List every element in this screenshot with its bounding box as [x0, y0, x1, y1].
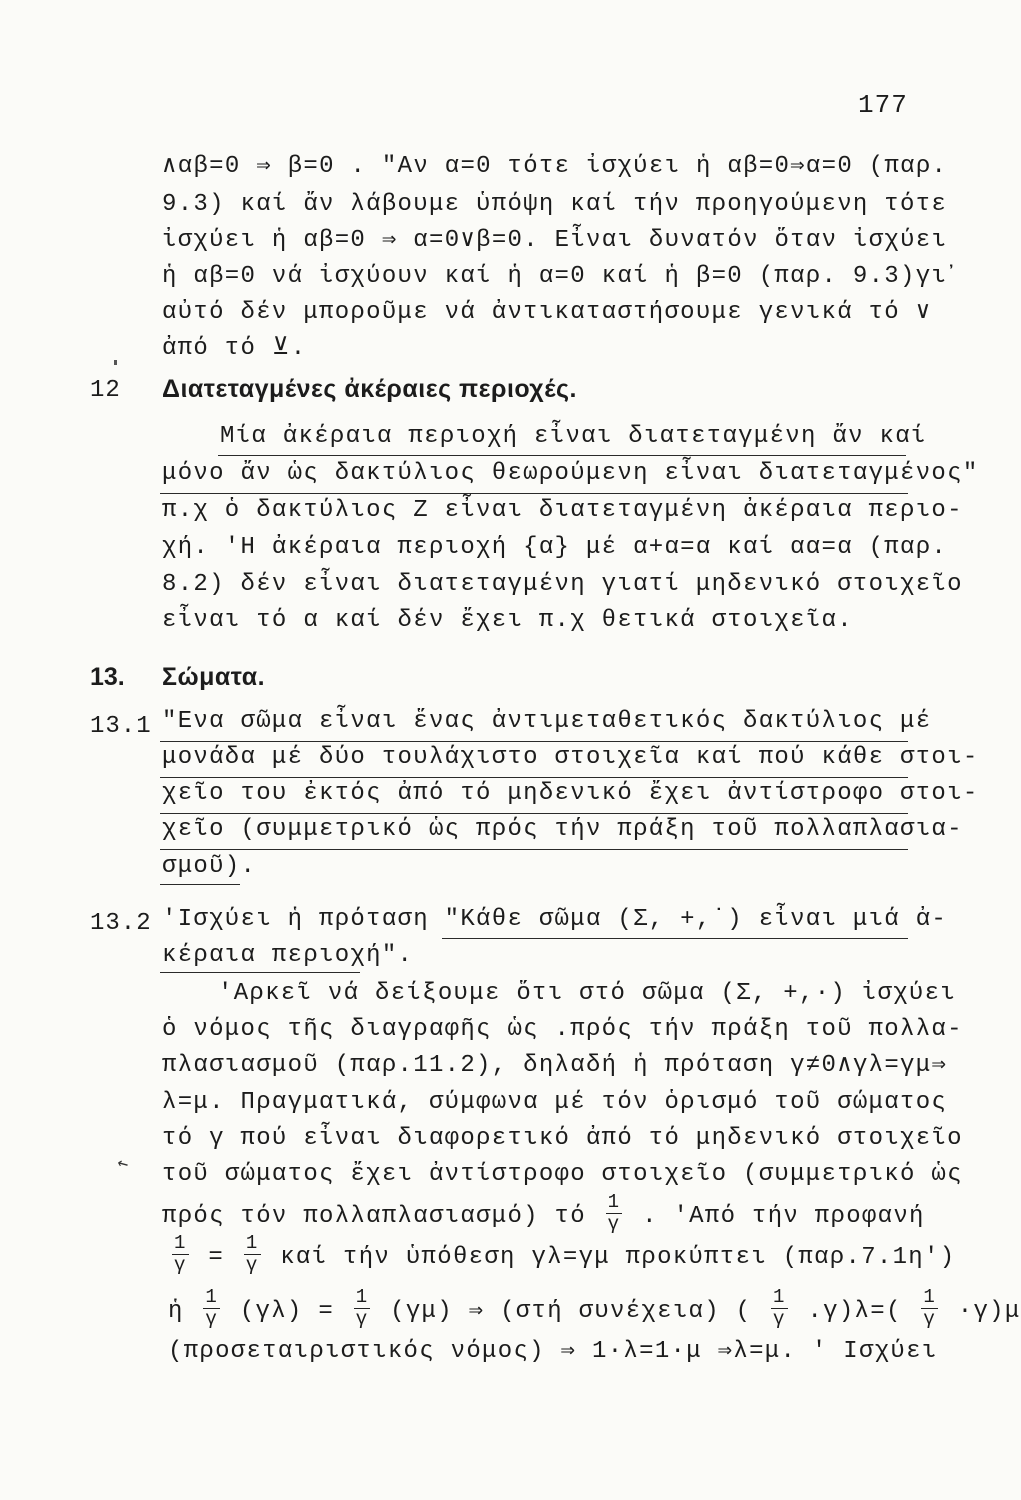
underline [160, 493, 908, 494]
fraction [771, 1288, 788, 1329]
text-line-8: Μία ἀκέραια περιοχή εἶναι διατεταγμένη ἄν καί [220, 423, 927, 450]
subsection-13-1-number: 13.1 [90, 713, 152, 740]
text-segment: ·γ)μ [957, 1297, 1021, 1325]
fraction-numerator: 1 [245, 1232, 259, 1254]
text-line-30 [168, 1286, 1021, 1331]
text-segment: .γ)λ=( [807, 1297, 902, 1325]
section-13-number: 13. [90, 663, 125, 691]
text-segment: καί τήν ὑπόθεση γλ=γμ προκύπτει (παρ.7.1η') [280, 1243, 956, 1271]
text-line-23: ὁ νόμος τῆς διαγραφῆς ὡς .πρός τήν πράξη τοῦ πολλα- [162, 1016, 963, 1043]
fraction [921, 1288, 938, 1329]
underline [160, 741, 908, 742]
text-line-18: χεῖο (συμμετρικό ὡς πρός τήν πράξη τοῦ πολλαπλασια- [162, 816, 963, 843]
text-line-24: πλασιασμοῦ (παρ.11.2), δηλαδή ἡ πρόταση γ≠0∧γλ=γμ⇒ [162, 1052, 948, 1079]
text-line-9: μόνο ἄν ὡς δακτύλιος θεωρούμενη εἶναι διατεταγμένος" [162, 460, 979, 487]
text-line-22: 'Αρκεῖ νά δείξουμε ὅτι στό σῶμα (Σ, +,·) ἰσχύει [218, 980, 957, 1007]
text-line-1: ∧αβ=0 ⇒ β=0 . "Αν α=0 τότε ἰσχύει ἡ αβ=0⇒α=0 (παρ. [162, 153, 948, 180]
section-12-number: 12 [90, 377, 121, 404]
fraction-denominator: γ [923, 1308, 937, 1330]
underline [442, 938, 908, 939]
underline [218, 455, 906, 456]
fraction-numerator: 1 [355, 1286, 369, 1308]
fraction [172, 1234, 189, 1275]
section-13-heading: Σώματα. [162, 663, 266, 691]
fraction-denominator: γ [205, 1308, 219, 1330]
text-line-26: τό γ πού εἶναι διαφορετικό ἀπό τό μηδενικό στοιχεῖο [162, 1125, 963, 1152]
text-line-15: "Ενα σῶμα εἶναι ἕνας ἀντιμεταθετικός δακτύλιος μέ [162, 708, 932, 735]
underline [160, 813, 908, 814]
text-line-19: σμοῦ). [162, 853, 257, 880]
text-line-3: ἰσχύει ἡ αβ=0 ⇒ α=0∨β=0. Εἶναι δυνατόν ὅταν ἰσχύει [162, 227, 948, 254]
fraction [203, 1288, 220, 1329]
text-segment: . 'Από τήν προφανή [642, 1202, 925, 1230]
fraction-denominator: γ [607, 1213, 621, 1235]
fraction-numerator: 1 [923, 1286, 937, 1308]
text-line-5: αὐτό δέν μποροῦμε νά ἀντικαταστήσουμε γενικά τό ∨ [162, 299, 932, 326]
fraction-numerator: 1 [773, 1286, 786, 1308]
fraction-denominator: γ [245, 1254, 259, 1276]
fraction-numerator: 1 [174, 1232, 187, 1254]
ink-mark [114, 360, 117, 365]
underline [160, 849, 908, 850]
text-line-4: ἡ αβ=0 νά ἰσχύουν καί ἡ α=0 καί ἡ β=0 (παρ. 9.3)γι᾿ [162, 263, 963, 290]
text-line-6: ἀπό τό ⊻. [162, 335, 307, 362]
text-segment: (γλ) = [239, 1297, 335, 1325]
text-segment: πρός τόν πολλαπλασιασμό) τό [162, 1202, 586, 1230]
underline [160, 972, 360, 973]
section-12-heading: Διατεταγμένες ἀκέραιες περιοχές. [162, 375, 577, 403]
text-line-10: π.χ ὁ δακτύλιος Ζ εἶναι διατεταγμένη ἀκέραια περιο- [162, 497, 963, 524]
fraction [354, 1288, 371, 1329]
text-line-17: χεῖο του ἐκτός ἀπό τό μηδενικό ἔχει ἀντίστροφο στοι- [162, 780, 979, 807]
fraction-numerator: 1 [607, 1191, 621, 1213]
pencil-mark: ↖ [113, 1152, 133, 1176]
text-segment: = [208, 1243, 225, 1271]
text-line-16: μονάδα μέ δύο τουλάχιστο στοιχεῖα καί πού κάθε στοι- [162, 744, 979, 771]
text-line-25: λ=μ. Πραγματικά, σύμφωνα μέ τόν ὁρισμό τοῦ σώματος [162, 1089, 948, 1116]
underline [160, 884, 240, 885]
text-line-11: χή. 'Η ἀκέραια περιοχή {α} μέ α+α=α καί αα=α (παρ. [162, 534, 948, 561]
text-segment: (γμ) ⇒ (στή συνέχεια) ( [390, 1297, 752, 1325]
text-line-12: 8.2) δέν εἶναι διατεταγμένη γιατί μηδενικό στοιχεῖο [162, 571, 963, 598]
text-line-31: (προσεταιριστικός νόμος) ⇒ 1·λ=1·μ ⇒λ=μ. ' Ισχύει [168, 1338, 938, 1365]
text-line-21: κέραια περιοχή". [162, 942, 414, 969]
text-line-20: 'Ισχύει ἡ πρόταση "Κάθε σῶμα (Σ, +,˙) εἶναι μιά ἀ- [162, 906, 948, 933]
text-segment: ἡ [168, 1297, 184, 1325]
fraction [606, 1193, 623, 1234]
text-line-2: 9.3) καί ἄν λάβουμε ὑπόψη καί τήν προηγούμενη τότε [162, 191, 948, 218]
underline [160, 777, 908, 778]
fraction-numerator: 1 [205, 1286, 219, 1308]
text-line-27: τοῦ σώματος ἔχει ἀντίστροφο στοιχεῖο (συμμετρικό ὡς [162, 1161, 963, 1188]
text-line-13: εἶναι τό α καί δέν ἔχει π.χ θετικά στοιχεῖα. [162, 607, 853, 634]
text-line-29 [168, 1232, 956, 1277]
page-number: 177 [858, 90, 908, 120]
fraction-denominator: γ [773, 1308, 786, 1330]
fraction-denominator: γ [174, 1254, 187, 1276]
fraction-denominator: γ [355, 1308, 369, 1330]
text-line-28 [162, 1191, 925, 1236]
subsection-13-2-number: 13.2 [90, 910, 152, 937]
fraction [244, 1234, 261, 1275]
